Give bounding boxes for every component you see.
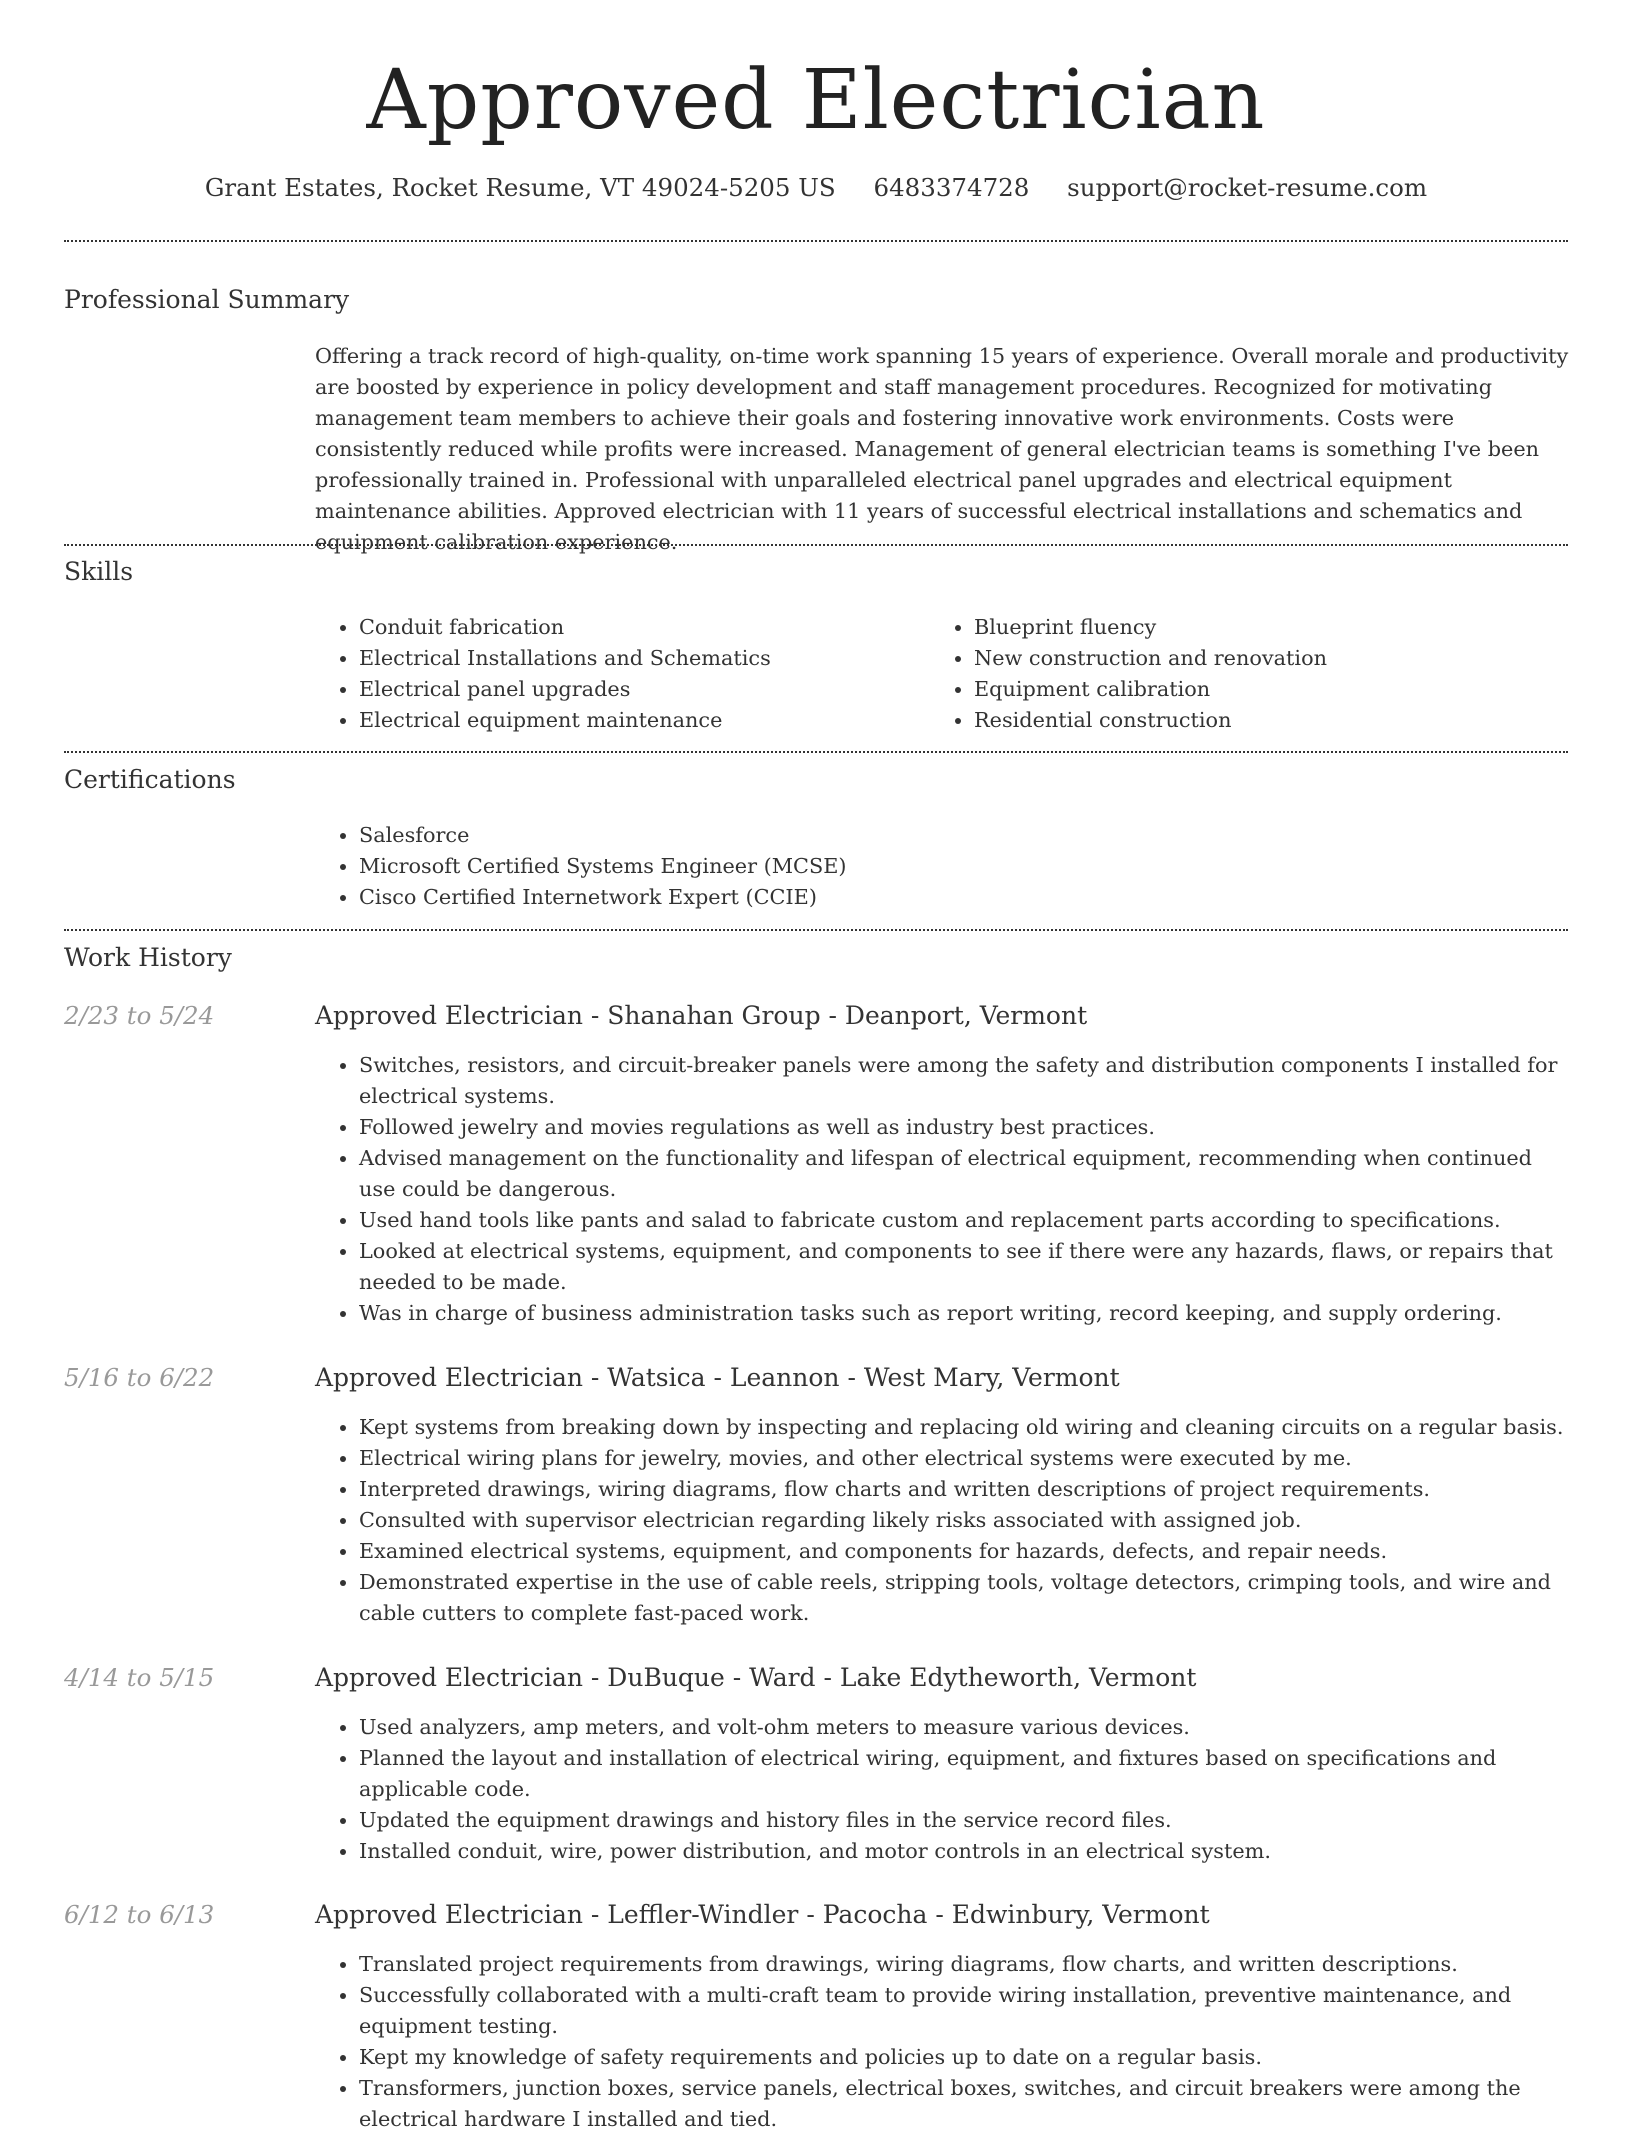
job-heading: Approved Electrician - DuBuque - Ward - Lake Edytheworth, Vermont — [315, 1663, 1197, 1692]
contact-email: support@rocket-resume.com — [1067, 173, 1428, 202]
job-bullet: • Followed jewelry and movies regulations as well as industry best practices. — [359, 1112, 1569, 1143]
section-title-skills: Skills — [64, 557, 134, 586]
certification-item: • Salesforce — [359, 820, 1559, 851]
section-title-summary: Professional Summary — [64, 285, 350, 314]
job-heading: Approved Electrician - Leffler-Windler - Pacocha - Edwinbury, Vermont — [315, 1900, 1210, 1929]
skill-item: • Electrical Installations and Schematics — [359, 643, 919, 674]
job-bullet: • Examined electrical systems, equipment, and components for hazards, defects, and repair needs. — [359, 1536, 1569, 1567]
job-bullet: • Updated the equipment drawings and history files in the service record files. — [359, 1805, 1579, 1836]
certifications-list — [315, 820, 1559, 913]
job-bullet: • Was in charge of business administration tasks such as report writing, record keeping, and supply ordering. — [359, 1298, 1569, 1329]
skill-item: • Equipment calibration — [974, 674, 1574, 705]
section-title-work-history: Work History — [64, 943, 232, 972]
job-bullet: • Advised management on the functionality and lifespan of electrical equipment, recommending when continued use could be dangerous. — [359, 1143, 1569, 1205]
section-title-certifications: Certifications — [64, 765, 236, 794]
skill-item: • Residential construction — [974, 705, 1574, 736]
job-bullets — [315, 1412, 1569, 1629]
divider — [64, 929, 1568, 931]
resume-name: Approved Electrician — [366, 53, 1266, 148]
job-bullets — [315, 1949, 1579, 2135]
job-bullet: • Kept systems from breaking down by inspecting and replacing old wiring and cleaning circuits on a regular basis. — [359, 1412, 1569, 1443]
skill-item: • Electrical panel upgrades — [359, 674, 919, 705]
job-bullet: • Looked at electrical systems, equipment, and components to see if there were any hazards, flaws, or repairs that needed to be made. — [359, 1236, 1569, 1298]
skills-list-right — [930, 612, 1574, 736]
job-heading: Approved Electrician - Shanahan Group - Deanport, Vermont — [315, 1001, 1088, 1030]
job-dates: 2/23 to 5/24 — [64, 1001, 215, 1030]
job-bullet: • Used hand tools like pants and salad to fabricate custom and replacement parts according to specifications. — [359, 1205, 1569, 1236]
job-dates: 5/16 to 6/22 — [64, 1363, 215, 1392]
skill-item: • New construction and renovation — [974, 643, 1574, 674]
job-bullet: • Consulted with supervisor electrician regarding likely risks associated with assigned job. — [359, 1505, 1569, 1536]
skills-list-left — [315, 612, 919, 736]
job-bullet: • Successfully collaborated with a multi-craft team to provide wiring installation, preventive maintenance, and equipment testing. — [359, 1980, 1579, 2042]
job-bullet: • Interpreted drawings, wiring diagrams, flow charts and written descriptions of project requirements. — [359, 1474, 1569, 1505]
divider — [64, 240, 1568, 242]
contact-address: Grant Estates, Rocket Resume, VT 49024-5205 US — [204, 173, 836, 202]
job-bullet: • Installed conduit, wire, power distribution, and motor controls in an electrical system. — [359, 1836, 1579, 1867]
job-bullet: • Translated project requirements from drawings, wiring diagrams, flow charts, and written descriptions. — [359, 1949, 1579, 1980]
job-dates: 4/14 to 5/15 — [64, 1663, 215, 1692]
contact-phone: 6483374728 — [873, 173, 1030, 202]
job-bullet: • Used analyzers, amp meters, and volt-ohm meters to measure various devices. — [359, 1712, 1579, 1743]
contact-line — [0, 170, 1632, 206]
job-bullet: • Demonstrated expertise in the use of cable reels, stripping tools, voltage detectors, crimping tools, and wire and cable cutters to complete fast-paced work. — [359, 1567, 1569, 1629]
job-bullet: • Transformers, junction boxes, service panels, electrical boxes, switches, and circuit breakers were among the electrical hardware I installed and tied. — [359, 2073, 1579, 2135]
skill-item: • Electrical equipment maintenance — [359, 705, 919, 736]
job-bullets — [315, 1050, 1569, 1329]
divider — [64, 544, 1568, 546]
divider — [64, 751, 1568, 753]
certification-item: • Microsoft Certified Systems Engineer (MCSE) — [359, 851, 1559, 882]
summary-text: Offering a track record of high-quality, on-time work spanning 15 years of experience. Overall morale and productivity are boosted by experience in policy development and staff management procedures. Recognized for motivating management team members to achieve their goals and fostering innovative work environments. Costs were consistently reduced while profits were increased. Management of general electrician teams is something I've been professionally trained in. Professional with unparalleled electrical panel upgrades and electrical equipment maintenance abilities. Approved electrician with 11 years of successful electrical installations and schematics and equipment calibration experience. — [315, 344, 1569, 554]
job-bullet: • Switches, resistors, and circuit-breaker panels were among the safety and distribution components I installed for electrical systems. — [359, 1050, 1569, 1112]
skill-item: • Conduit fabrication — [359, 612, 919, 643]
job-bullet: • Kept my knowledge of safety requirements and policies up to date on a regular basis. — [359, 2042, 1579, 2073]
certification-item: • Cisco Certified Internetwork Expert (CCIE) — [359, 882, 1559, 913]
job-bullet: • Planned the layout and installation of electrical wiring, equipment, and fixtures based on specifications and applicable code. — [359, 1743, 1579, 1805]
job-bullets — [315, 1712, 1579, 1867]
job-heading: Approved Electrician - Watsica - Leannon - West Mary, Vermont — [315, 1363, 1120, 1392]
job-dates: 6/12 to 6/13 — [64, 1900, 215, 1929]
skill-item: • Blueprint fluency — [974, 612, 1574, 643]
job-bullet: • Electrical wiring plans for jewelry, movies, and other electrical systems were executed by me. — [359, 1443, 1569, 1474]
